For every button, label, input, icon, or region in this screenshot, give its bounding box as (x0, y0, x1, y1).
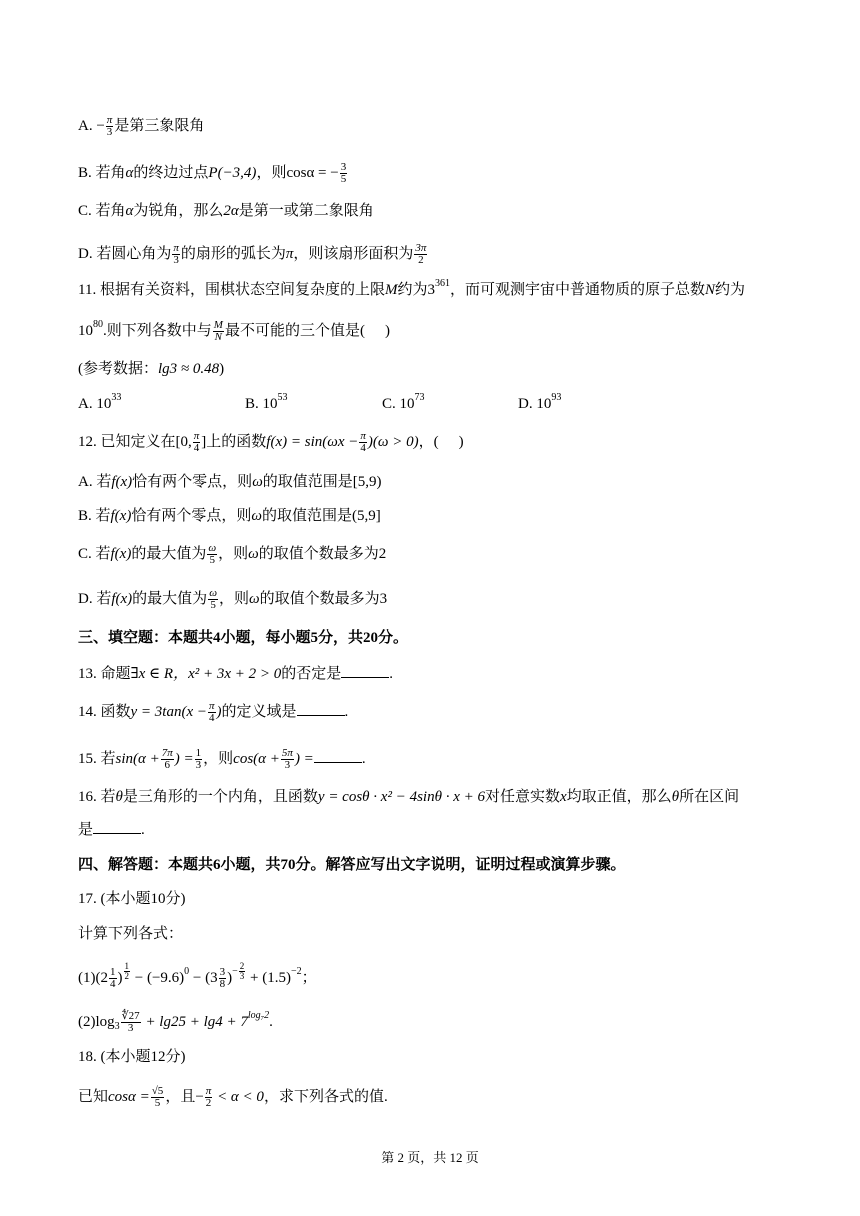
text: 已知 (78, 1089, 109, 1105)
text: 是第一或第二象限角 (238, 203, 374, 219)
denominator: 6 (164, 759, 171, 772)
denominator: 8 (219, 977, 226, 990)
text: 13. 命题 (78, 666, 131, 682)
math: ] (201, 434, 207, 450)
math: θ (115, 789, 123, 805)
q18-heading: 18. (本小题12分) (78, 1049, 186, 1065)
fraction (151, 1086, 165, 1109)
text: . (344, 704, 349, 720)
text: 12. 已知定义在 (78, 434, 176, 450)
denominator: 4 (110, 977, 116, 990)
text: 约为 (715, 282, 746, 298)
q11-option-d (518, 393, 561, 415)
text: A. (78, 396, 97, 412)
text: ，而可观测宇宙中普通物质的原子总数 (449, 282, 705, 298)
numerator: π (209, 700, 215, 713)
text: 分。 (378, 630, 409, 646)
numerator: 2 (239, 961, 245, 971)
denominator: 2 (124, 971, 129, 981)
math: f(x) = sin(ωx − (266, 434, 359, 450)
exponent: 53 (277, 392, 288, 403)
fraction (172, 243, 180, 266)
math: − (−9.6) (131, 969, 185, 986)
answer-blank[interactable] (297, 703, 345, 716)
math: )(ω > 0) (367, 434, 419, 450)
math: f(x) (110, 508, 132, 524)
exponent: log₇2 (247, 1010, 270, 1021)
math: − (3 (189, 969, 218, 986)
exponent: 33 (111, 392, 122, 403)
minus: − (232, 965, 238, 977)
math: 3 (427, 282, 435, 298)
q12-stem (78, 431, 464, 454)
text: 分，共 (318, 630, 364, 646)
math: ∃x ∈ R，x² + 3x + 2 > 0 (130, 666, 282, 682)
text: D. 若圆心角为 (78, 246, 172, 262)
answer-blank[interactable] (314, 750, 362, 763)
exponent: 361 (434, 278, 450, 289)
fraction (213, 320, 224, 343)
text: B. (245, 396, 263, 412)
math: ) = (294, 751, 314, 767)
q11-option-c (382, 393, 425, 415)
text: 20 (363, 630, 379, 646)
text: 的取值个数最多为 (259, 591, 380, 607)
math: cos(α + (233, 751, 280, 767)
text: 小题，共 (220, 857, 281, 873)
text: 恰有两个零点，则 (132, 474, 253, 490)
math: ω (248, 546, 259, 562)
text: .则下列各数中与 (103, 323, 212, 339)
q11-reference (78, 358, 224, 380)
fraction (281, 748, 294, 771)
text: 的最大值为 (131, 546, 207, 562)
q17-part2 (78, 1011, 273, 1034)
text: 的否定是 (281, 666, 342, 682)
fraction (121, 1011, 141, 1034)
q11-option-b (245, 393, 288, 415)
math: 10 (399, 396, 415, 412)
fraction (359, 431, 367, 454)
text: 6 (213, 857, 221, 873)
q18-stem (78, 1086, 388, 1109)
text: 对任意实数 (484, 789, 560, 805)
math: 10 (262, 396, 278, 412)
denominator: 3 (195, 759, 202, 772)
q13 (78, 663, 393, 685)
numerator: 3 (340, 161, 347, 174)
numerator: √5 (151, 1085, 164, 1098)
q12-option-c (78, 543, 386, 566)
page-footer: 第 2 页，共 12 页 (381, 1150, 479, 1165)
numerator: ∜27 (121, 1010, 140, 1023)
text: 的取值范围是 (261, 508, 352, 524)
fraction (208, 588, 218, 611)
math: y = cosθ · x² − 4sinθ · x + 6 (317, 789, 485, 805)
text: 的取值范围是 (262, 474, 353, 490)
q12-option-d (78, 588, 387, 611)
text: ，( (418, 434, 439, 450)
q17-part1 (78, 962, 317, 990)
math: (1)(2 (78, 969, 108, 986)
math: ω (252, 474, 263, 490)
math: 10 (536, 396, 552, 412)
math: lg3 ≈ 0.48 (158, 361, 220, 377)
math: ) = (174, 751, 194, 767)
text: 4 (213, 630, 221, 646)
numerator: π (106, 114, 113, 127)
section-heading-fill-in (78, 627, 408, 649)
denominator: 2 (205, 1097, 212, 1110)
text: 为锐角，那么 (133, 203, 224, 219)
text: 均取正值，那么 (566, 789, 672, 805)
text: D. (518, 396, 537, 412)
numerator: 3 (219, 965, 226, 978)
fraction (193, 431, 201, 454)
fraction (195, 748, 203, 771)
q11-stem-line2 (78, 320, 390, 343)
denominator: 3 (106, 126, 113, 139)
fraction (207, 543, 217, 566)
exponent: 0 (184, 965, 190, 977)
text: 11. 根据有关资料，围棋状态空间复杂度的上限 (78, 282, 385, 298)
numerator: π (205, 1085, 212, 1098)
math: α (125, 203, 134, 219)
math: 10 (96, 396, 112, 412)
fraction (205, 1086, 213, 1109)
math: − (195, 1089, 204, 1105)
text: 16. 若 (78, 789, 116, 805)
math: ) (227, 969, 233, 986)
math: f(x) (111, 474, 133, 490)
text: 分。解答应写出文字说明，证明过程或演算步骤。 (295, 857, 626, 873)
exponent (123, 961, 132, 981)
text: 四、解答题：本题共 (78, 857, 214, 873)
text: . (389, 666, 394, 682)
fraction (208, 701, 216, 724)
math: cosα = (108, 1089, 150, 1105)
math: ) (117, 969, 123, 986)
math: f(x) (110, 546, 132, 562)
fraction (109, 967, 117, 990)
numerator: 1 (124, 961, 129, 971)
text: A. − (78, 118, 105, 134)
denominator: 3 (127, 1022, 134, 1035)
numerator: π (193, 430, 200, 443)
q17-intro: 计算下列各式： (78, 926, 184, 942)
math: π (285, 246, 294, 262)
text: ，则该扇形面积为 (293, 246, 414, 262)
text: ，则 (203, 751, 234, 767)
text: A. 若 (78, 474, 112, 490)
text: 所在区间 (679, 789, 740, 805)
denominator: 4 (193, 442, 200, 455)
q10-option-d (78, 243, 428, 266)
math: + (1.5) (246, 969, 291, 986)
answer-blank[interactable] (341, 665, 389, 678)
denominator: 5 (340, 173, 347, 186)
fraction (106, 115, 114, 138)
text: 5 (310, 630, 319, 646)
denominator: 5 (210, 599, 216, 612)
denominator: 3 (284, 759, 291, 772)
numerator: 5π (281, 747, 293, 760)
math: N (704, 282, 715, 298)
math: ω (251, 508, 262, 524)
q11-stem-line1 (78, 279, 745, 301)
q10-option-c (78, 200, 374, 222)
numerator: 7π (161, 747, 173, 760)
fraction (219, 967, 227, 990)
text: ； (301, 969, 317, 986)
q11-option-a (78, 393, 121, 415)
text: 最不可能的三个值是( (224, 323, 365, 339)
text: 70 (280, 857, 296, 873)
text: ，求下列各式的值. (263, 1089, 388, 1105)
denominator: 2 (418, 254, 424, 267)
text: C. 若角 (78, 203, 126, 219)
exponent: −2 (290, 965, 302, 977)
math: (2)log (78, 1014, 115, 1030)
math: M (384, 282, 398, 298)
denominator: 4 (209, 712, 215, 725)
text: . (141, 822, 145, 838)
math: sin(α + (115, 751, 160, 767)
math: θ (671, 789, 680, 805)
math: α (125, 165, 134, 181)
math: [5,9) (352, 474, 382, 490)
text: 小题，每小题 (220, 630, 311, 646)
math: (5,9] (351, 508, 381, 524)
fraction (414, 243, 427, 266)
text: 的定义域是 (221, 704, 297, 720)
text: (参考数据： (78, 361, 158, 377)
exponent: 73 (414, 392, 425, 403)
denominator: 3 (173, 254, 179, 267)
text: 恰有两个零点，则 (131, 508, 252, 524)
text: B. 若角 (78, 165, 126, 181)
text: ) (384, 323, 390, 339)
math: P(−3,4) (208, 165, 257, 181)
text: C. 若 (78, 546, 111, 562)
q12-option-a (78, 471, 382, 493)
math: 3 (379, 591, 388, 607)
math: f(x) (111, 591, 133, 607)
denominator: 5 (209, 554, 215, 567)
numerator: 3π (415, 242, 427, 255)
math: + lg25 + lg4 + 7 (141, 1014, 248, 1030)
math: 10 (78, 323, 93, 339)
numerator: ω (209, 587, 217, 600)
math: y = 3tan(x − (130, 704, 207, 720)
text: D. 若 (78, 591, 112, 607)
exponent (232, 961, 246, 981)
exponent: 93 (551, 392, 562, 403)
answer-blank[interactable] (93, 821, 141, 834)
text: 15. 若 (78, 751, 116, 767)
q16-line1 (78, 786, 739, 808)
text: . (269, 1014, 273, 1030)
math: ω (248, 591, 260, 607)
text: 14. 函数 (78, 704, 131, 720)
text: B. 若 (78, 508, 111, 524)
text: ) (219, 361, 225, 377)
q14 (78, 701, 348, 724)
numerator: π (360, 430, 366, 443)
q15 (78, 748, 366, 771)
q10-option-a (78, 115, 204, 138)
denominator: 3 (239, 971, 245, 981)
text: 是第三象限角 (114, 118, 205, 134)
text: 的终边过点 (133, 165, 209, 181)
q10-option-b (78, 162, 348, 185)
text: 的最大值为 (132, 591, 208, 607)
q17-heading: 17. (本小题10分) (78, 891, 186, 907)
text: ，则 (218, 591, 249, 607)
denominator: 5 (154, 1097, 161, 1110)
text: ，则 (256, 165, 287, 181)
text: 约为 (397, 282, 428, 298)
numerator: M (213, 319, 223, 332)
text: 是 (78, 822, 94, 838)
math: x (560, 789, 567, 805)
text: 是三角形的一个内角，且函数 (122, 789, 318, 805)
text: 的扇形的弧长为 (180, 246, 286, 262)
text: ，则 (218, 546, 249, 562)
exponent: 80 (93, 319, 103, 330)
fraction (340, 162, 348, 185)
denominator: 4 (360, 442, 366, 455)
math: < α < 0 (213, 1089, 264, 1105)
math: 2 (378, 546, 387, 562)
numerator: π (173, 242, 179, 255)
math: [0, (175, 434, 192, 450)
math: cosα = − (286, 165, 339, 181)
text: 三、填空题：本题共 (78, 630, 214, 646)
math: 2α (223, 203, 239, 219)
q12-option-b (78, 505, 381, 527)
text: . (361, 751, 366, 767)
fraction (161, 748, 174, 771)
text: ) (458, 434, 464, 450)
math: ) (216, 704, 222, 720)
numerator: 1 (195, 747, 202, 760)
numerator: 1 (110, 965, 116, 978)
numerator: ω (208, 542, 217, 555)
text: ，且 (165, 1089, 196, 1105)
q16-line2 (78, 819, 145, 841)
text: C. (382, 396, 400, 412)
text: 的取值个数最多为 (258, 546, 379, 562)
subscript: 3 (114, 1021, 120, 1032)
text: 上的函数 (206, 434, 267, 450)
denominator: N (214, 331, 223, 344)
section-heading-solutions (78, 854, 626, 876)
